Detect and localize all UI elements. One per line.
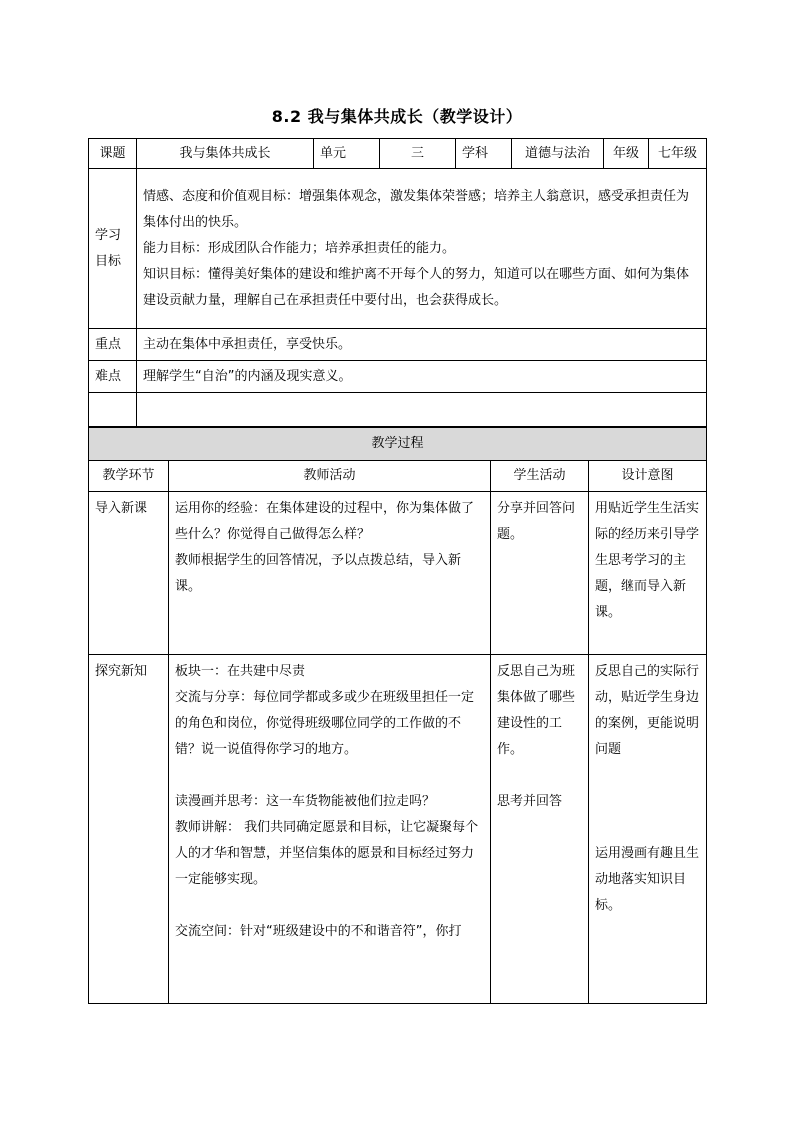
- empty-cell-left: [89, 393, 137, 427]
- design-intent-intro: [589, 492, 707, 655]
- student-activity-explore: [491, 655, 589, 1004]
- key-point-label: 重点: [89, 329, 137, 361]
- unit-value: 三: [380, 139, 456, 169]
- column-header-student: 学生活动: [491, 461, 589, 492]
- process-heading: 教学过程: [89, 428, 707, 461]
- column-header-teacher: 教师活动: [169, 461, 491, 492]
- objective-knowledge: 知识目标：懂得美好集体的建设和维护离不开每个人的努力，知道可以在哪些方面、如何为集体建设贡献力量，理解自己在承担责任中要付出，也会获得成长。: [143, 266, 690, 308]
- teacher-text: 教师根据学生的回答情况，予以点拨总结，导入新课。: [175, 553, 462, 594]
- stage-explore: 探究新知: [89, 655, 169, 1004]
- difficulty-label: 难点: [89, 361, 137, 393]
- subject-label: 学科: [456, 139, 512, 169]
- unit-label: 单元: [314, 139, 380, 169]
- grade-value: 七年级: [649, 139, 707, 169]
- student-text: 思考并回答: [497, 794, 563, 809]
- stage-intro: 导入新课: [89, 492, 169, 655]
- key-point-value: 主动在集体中承担责任，享受快乐。: [137, 329, 707, 361]
- intent-spacer: [595, 789, 700, 815]
- objective-ability: 能力目标：形成团队合作能力；培养承担责任的能力。: [143, 240, 456, 256]
- student-spacer: [497, 763, 582, 789]
- teaching-process-table: [88, 427, 707, 1004]
- topic-value: 我与集体共成长: [137, 139, 314, 169]
- teacher-activity-intro: [169, 492, 491, 655]
- subject-value: 道德与法治: [512, 139, 604, 169]
- empty-cell-right: [137, 393, 707, 427]
- teacher-text: 教师讲解： 我们共同确定愿景和目标，让它凝聚每个人的才华和智慧，并坚信集体的愿景和目标经过努力一定能够实现。: [175, 820, 479, 887]
- student-text: 反思自己为班集体做了哪些建设性的工作。: [497, 664, 576, 757]
- student-text: 分享并回答问题。: [497, 501, 576, 542]
- teacher-activity-explore: [169, 655, 491, 1004]
- intent-spacer: [595, 763, 700, 789]
- difficulty-value: 理解学生“自治”的内涵及现实意义。: [137, 361, 707, 393]
- teacher-spacer: [175, 763, 484, 789]
- teacher-spacer: [175, 893, 484, 919]
- teacher-text: 板块一：在共建中尽责: [175, 664, 306, 679]
- objectives-label: 学习目标: [89, 169, 137, 329]
- column-header-stage: 教学环节: [89, 461, 169, 492]
- teacher-text: 交流空间：针对“班级建设中的不和谐音符”，你打: [175, 924, 462, 939]
- intent-text: 用贴近学生生活实际的经历来引导学生思考学习的主题，继而导入新课。: [595, 501, 700, 620]
- teacher-text: 读漫画并思考：这一车货物能被他们拉走吗？: [175, 794, 436, 809]
- intent-text: 反思自己的实际行动，贴近学生身边的案例，更能说明问题: [595, 664, 700, 757]
- course-info-table: [88, 138, 707, 427]
- intent-text: 运用漫画有趣且生动地落实知识目标。: [595, 846, 700, 913]
- column-header-intent: 设计意图: [589, 461, 707, 492]
- design-intent-explore: [589, 655, 707, 1004]
- objective-emotion: 情感、态度和价值观目标：增强集体观念，激发集体荣誉感；培养主人翁意识，感受承担责任为集体付出的快乐。: [143, 188, 690, 230]
- topic-label: 课题: [89, 139, 137, 169]
- objectives-content: [137, 169, 707, 329]
- teacher-text: 交流与分享：每位同学都或多或少在班级里担任一定的角色和岗位，你觉得班级哪位同学的工作做的不错？说一说值得你学习的地方。: [175, 690, 475, 757]
- grade-label: 年级: [604, 139, 649, 169]
- intent-spacer: [595, 815, 700, 841]
- teacher-text: 运用你的经验：在集体建设的过程中，你为集体做了些什么？你觉得自己做得怎么样？: [175, 501, 475, 542]
- document-title: 8.2 我与集体共成长（教学设计）: [271, 107, 523, 126]
- student-activity-intro: [491, 492, 589, 655]
